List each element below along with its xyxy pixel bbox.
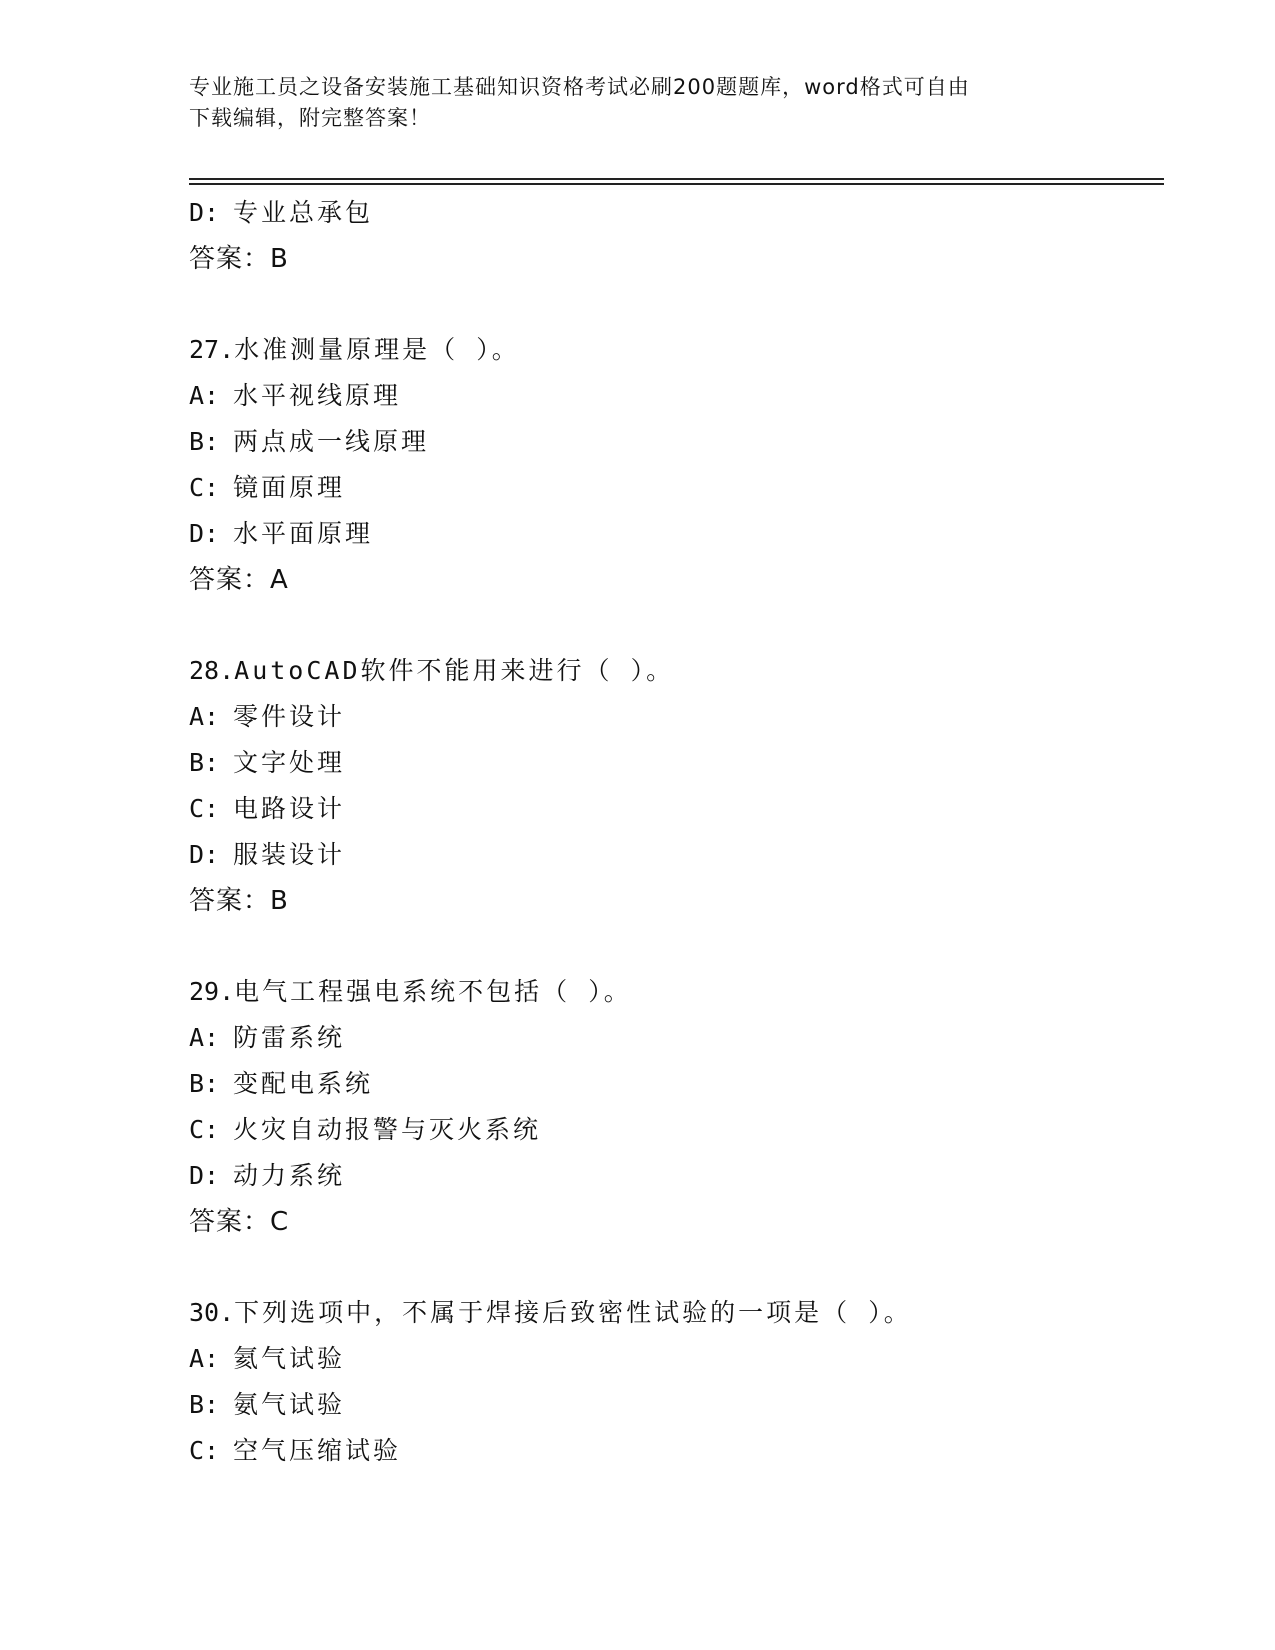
spacer (189, 1245, 1169, 1290)
option-text: 水平面原理 (233, 519, 374, 548)
option-c (189, 1428, 1169, 1474)
option-label: B: (189, 1069, 220, 1098)
option-text: 电路设计 (233, 794, 346, 823)
option-label: C: (189, 1115, 220, 1144)
option-label: D: (189, 198, 220, 227)
option-label: C: (189, 1436, 220, 1465)
option-text: 动力系统 (233, 1161, 346, 1190)
option-text: 服装设计 (233, 840, 346, 869)
option-b (189, 1061, 1169, 1107)
option-b (189, 740, 1169, 786)
option-text: 变配电系统 (233, 1069, 374, 1098)
spacer (189, 282, 1169, 327)
header-rule-bottom (189, 183, 1164, 185)
option-d (189, 1153, 1169, 1199)
option-c (189, 786, 1169, 832)
question-number: 27. (189, 335, 235, 364)
option-label: A: (189, 1344, 220, 1373)
answer-line: 答案：B (189, 886, 289, 916)
option-label: D: (189, 519, 220, 548)
spacer (189, 924, 1169, 969)
option-c (189, 1107, 1169, 1153)
option-text: 防雷系统 (233, 1023, 346, 1052)
option-text: 两点成一线原理 (233, 427, 430, 456)
question-stem (189, 327, 1169, 373)
answer-line: 答案：C (189, 1207, 290, 1237)
question-stem (189, 1290, 1169, 1336)
option-label: A: (189, 381, 220, 410)
option-label: A: (189, 702, 220, 731)
spacer (189, 603, 1169, 648)
header-line-2: 下载编辑，附完整答案！ (189, 106, 431, 130)
question-number: 29. (189, 977, 235, 1006)
question-number: 28. (189, 656, 235, 685)
option-c (189, 465, 1169, 511)
option-b (189, 419, 1169, 465)
option-label: B: (189, 748, 220, 777)
option-a (189, 1336, 1169, 1382)
question-stem (189, 969, 1169, 1015)
option-text: 零件设计 (233, 702, 346, 731)
option-text: 氨气试验 (233, 1390, 346, 1419)
document-header (189, 72, 1069, 134)
option-text: 空气压缩试验 (233, 1436, 402, 1465)
header-line-1: 专业施工员之设备安装施工基础知识资格考试必刷200题题库，word格式可自由 (189, 75, 970, 99)
option-a (189, 694, 1169, 740)
question-text: AutoCAD软件不能用来进行（ ）。 (234, 656, 675, 685)
option-text: 氦气试验 (233, 1344, 346, 1373)
option-text: 专业总承包 (233, 198, 374, 227)
answer-line: 答案：A (189, 565, 289, 595)
option-label: A: (189, 1023, 220, 1052)
option-d (189, 511, 1169, 557)
question-list (189, 190, 1169, 1474)
option-a (189, 373, 1169, 419)
answer-line: 答案：B (189, 244, 289, 274)
question-text: 水准测量原理是（ ）。 (234, 335, 520, 364)
option-label: B: (189, 1390, 220, 1419)
question-stem (189, 648, 1169, 694)
header-rule-top (189, 178, 1164, 180)
question-text: 电气工程强电系统不包括（ ）。 (234, 977, 632, 1006)
option-d (189, 832, 1169, 878)
option-label: C: (189, 473, 220, 502)
option-label: B: (189, 427, 220, 456)
option-label: D: (189, 1161, 220, 1190)
option-text: 文字处理 (233, 748, 346, 777)
option-text: 镜面原理 (233, 473, 346, 502)
option-b (189, 1382, 1169, 1428)
option-label: C: (189, 794, 220, 823)
option-text: 火灾自动报警与灭火系统 (233, 1115, 542, 1144)
option-d (189, 190, 1169, 236)
question-number: 30. (189, 1298, 235, 1327)
question-text: 下列选项中，不属于焊接后致密性试验的一项是（ ）。 (234, 1298, 912, 1327)
option-label: D: (189, 840, 220, 869)
option-text: 水平视线原理 (233, 381, 402, 410)
option-a (189, 1015, 1169, 1061)
